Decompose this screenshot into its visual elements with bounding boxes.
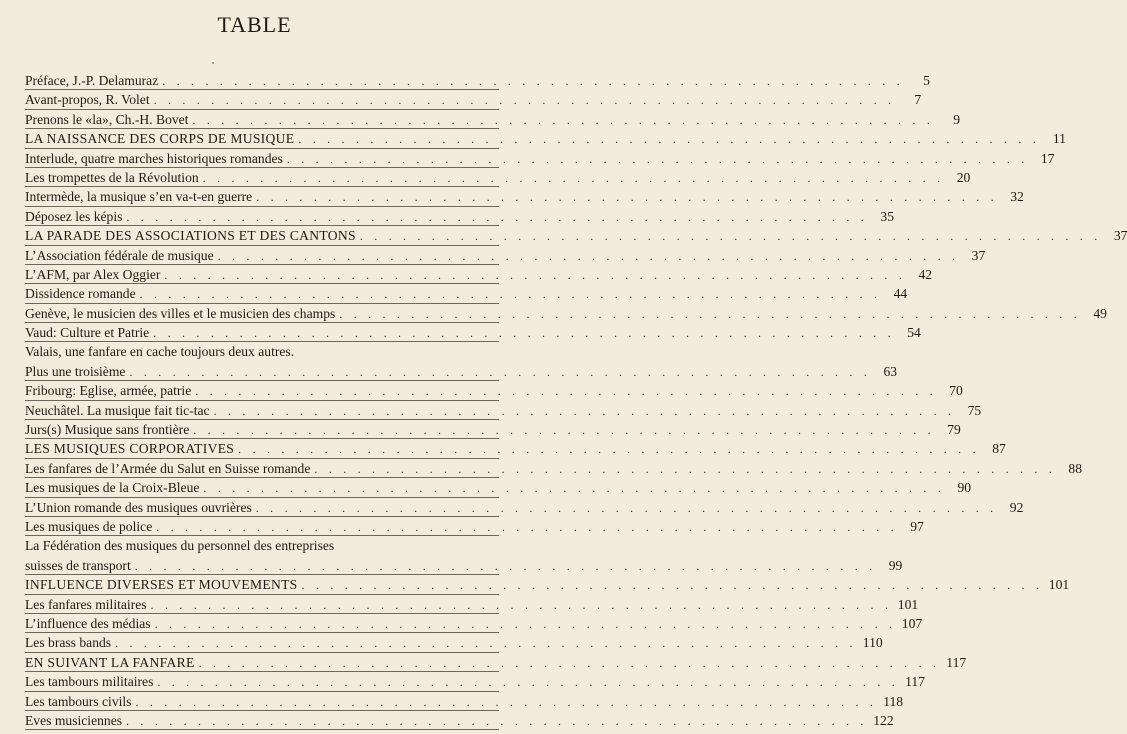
toc-entry	[25, 556, 903, 575]
dot-leader: . . . . . . . . . . . . . . . . . . . . . . . . . . . . . . . . . . . . . . . . . . . . . . . . . . . .	[192, 112, 935, 127]
toc-entry	[25, 381, 963, 400]
toc-entry-title: Avant-propos, R. Volet	[25, 92, 150, 108]
toc-entry-title: Intermède, la musique s’en va-t-en guerre	[25, 189, 253, 205]
toc-entry-title: Les tambours militaires	[25, 674, 154, 690]
toc-page-number: 101	[897, 596, 919, 612]
toc-page-number: 101	[1048, 577, 1070, 593]
toc-page-number: 110	[862, 635, 883, 651]
toc-entry	[25, 459, 1082, 478]
toc-page-number: 54	[907, 325, 921, 341]
toc-page-number: 7	[914, 92, 922, 108]
toc-entry	[25, 149, 1055, 168]
toc-entry-title: L’Union romande des musiques ouvrières	[25, 499, 252, 515]
dot-leader: . . . . . . . . . . . . . . . . . . . . . . . . . . . . . . . . . . . . . . . . . . . . . . . . . . . .	[156, 519, 898, 534]
toc-section-heading	[25, 226, 1127, 245]
dot-leader: . . . . . . . . . . . . . . . . . . . . . . . . . . . . . . . . . . . . . . . . . . . . . . . . . . . .	[339, 306, 1081, 321]
page-title: TABLE	[217, 12, 292, 37]
toc-entry	[25, 420, 961, 439]
dot-leader: . . . . . . . . . . . . . . . . . . . . . . . . . . . . . . . . . . . . . . . . . . . . . . . . . . . .	[129, 364, 872, 379]
toc-page-number: 97	[910, 518, 924, 534]
dot-leader: . . . . . . . . . . . . . . . . . . . . . . . . . . . . . . . . . . . . . . . . . . . . . . . . . . . .	[195, 384, 937, 399]
toc-entry-title: Préface, J.-P. Delamuraz	[25, 73, 159, 88]
dot-leader: . . . . . . . . . . . . . . . . . . . . . . . . . . . . . . . . . . . . . . . . . . . . . . . . . . . .	[150, 597, 893, 612]
toc-entry-title: LES MUSIQUES CORPORATIVES	[25, 441, 235, 457]
toc-page-number: 9	[953, 111, 961, 127]
dot-leader: . . . . . . . . . . . . . . . . . . . . . . . . . . . . . . . . . . . . . . . . . . . . . . . . . . . .	[134, 558, 877, 573]
toc-entry	[25, 284, 908, 303]
toc-page-number: 35	[880, 208, 895, 224]
dot-leader: . . . . . . . . . . . . . . . . . . . . . . . . . . . . . . . . . . . . . . . . . . . . . . . . . . . .	[217, 248, 960, 263]
dot-leader: . . . . . . . . . . . . . . . . . . . . . . . . . . . . . . . . . . . . . . . . . . . . . . . . . . . .	[238, 442, 980, 457]
dot-leader: . . . . . . . . . . . . . . . . . . . . . . . . . . . . . . . . . . . . . . . . . . . . . . . . . . . .	[126, 713, 868, 728]
dot-leader: . . . . . . . . . . . . . . . . . . . . . . . . . . . . . . . . . . . . . . . . . . . . . . . . . . . .	[255, 500, 998, 515]
toc-entry-title: Les tambours civils	[25, 693, 132, 709]
toc-entry-title: LA PARADE DES ASSOCIATIONS ET DES CANTONS	[25, 228, 356, 244]
dot-leader: . . . . . . . . . . . . . . . . . . . . . . . . . . . . . . . . . . . . . . . . . . . . . . . . . . . .	[153, 93, 896, 108]
toc-entry-title: Interlude, quatre marches historiques romandes	[25, 150, 283, 166]
toc-page-number: 99	[888, 557, 903, 573]
toc-entry	[25, 536, 499, 555]
toc-entry	[25, 265, 933, 284]
dot-leader: . . . . . . . . . . . . . . . . . . . . . . . . . . . . . . . . . . . . . . . . . . . . . . . . . . . .	[139, 287, 882, 302]
dot-leader: . . . . . . . . . . . . . . . . . . . . . . . . . . . . . . . . . . . . . . . . . . . . . . . . . . . .	[359, 229, 1102, 244]
toc-entry-title: Valais, une fanfare en cache toujours deux autres.	[25, 344, 295, 360]
toc-entry-title: Les trompettes de la Révolution	[25, 169, 199, 185]
toc-entry	[25, 633, 883, 652]
toc-page-number: 37	[1113, 228, 1127, 244]
toc-page-number: 79	[947, 422, 961, 438]
toc-entry-title: Plus une troisième	[25, 363, 126, 379]
toc-entry-title: Prenons le «la», Ch.-H. Bovet	[25, 111, 189, 127]
toc-entry-title: Les musiques de la Croix-Bleue	[25, 480, 200, 496]
toc-entry-title: Dissidence romande	[25, 286, 136, 302]
toc-page-number: 5	[923, 73, 930, 88]
toc-entry-title: L’Association fédérale de musique	[25, 247, 214, 263]
toc-entry	[25, 478, 972, 497]
dot-leader: . . . . . . . . . . . . . . . . . . . . . . . . . . . . . . . . . . . . . . . . . . . . . . . . . . . .	[202, 170, 945, 185]
toc-entry	[25, 362, 898, 381]
toc-page-number: 122	[873, 712, 894, 728]
toc-section-heading	[25, 653, 967, 672]
toc-entry-title: Les fanfares de l’Armée du Salut en Suisse romande	[25, 460, 311, 476]
dot-leader: . . . . . . . . . . . . . . . . . . . . . . . . . . . . . . . . . . . . . . . . . . . . . . . . . . . .	[193, 423, 935, 438]
toc-section-heading	[25, 439, 1006, 458]
toc-entry	[25, 71, 930, 90]
dot-leader: . . . . . . . . . . . . . . . . . . . . . . . . . . . . . . . . . . . . . . . . . . . . . . . . . . . .	[126, 209, 869, 224]
toc-entry	[25, 342, 499, 361]
toc-entry-title: LA NAISSANCE DES CORPS DE MUSIQUE	[25, 131, 295, 147]
toc-entry-title: Eves musiciennes	[25, 712, 123, 728]
toc-page-number: 49	[1093, 305, 1107, 321]
toc-entry-title: INFLUENCE DIVERSES ET MOUVEMENTS	[25, 577, 298, 593]
toc-entry-title: Fribourg: Eglise, armée, patrie	[25, 383, 192, 399]
toc-entry-title: EN SUIVANT LA FANFARE	[25, 654, 195, 670]
toc-entry-title: Vaud: Culture et Patrie	[25, 325, 150, 341]
toc-entry	[25, 187, 1024, 206]
toc-entry	[25, 110, 961, 129]
dot-leader: . . . . . . . . . . . . . . . . . . . . . . . . . . . . . . . . . . . . . . . . . . . . . . . . . . . .	[135, 694, 878, 709]
dot-leader: . . . . . . . . . . . . . . . . . . . . . . . . . . . . . . . . . . . . . . . . . . . . . . . . . . . .	[162, 74, 904, 88]
dot-leader: . . . . . . . . . . . . . . . . . . . . . . . . . . . . . . . . . . . . . . . . . . . . . . . . . . . .	[203, 481, 946, 496]
toc-page-number: 44	[893, 286, 908, 302]
toc-page-number: 37	[971, 247, 986, 263]
toc-entry-title: L’influence des médias	[25, 615, 151, 631]
dot-leader: . . . . . . . . . . . . . . . . . . . . . . . . . . . . . . . . . . . . . . . . . . . . . . . . . . . .	[301, 578, 1044, 593]
toc-entry	[25, 692, 904, 711]
print-speck	[212, 62, 214, 64]
toc-page-number: 107	[901, 615, 923, 631]
dot-leader: . . . . . . . . . . . . . . . . . . . . . . . . . . . . . . . . . . . . . . . . . . . . . . . . . . . .	[115, 636, 857, 651]
toc-entry	[25, 614, 923, 633]
toc-entry	[25, 207, 895, 226]
toc-section-heading	[25, 575, 1070, 594]
dot-leader: . . . . . . . . . . . . . . . . . . . . . . . . . . . . . . . . . . . . . . . . . . . . . . . . . . . .	[286, 151, 1029, 166]
toc-entry-title: Les brass bands	[25, 635, 112, 651]
dot-leader: . . . . . . . . . . . . . . . . . . . . . . . . . . . . . . . . . . . . . . . . . . . . . . . . . . . .	[256, 190, 998, 205]
toc-page-number: 117	[905, 674, 925, 690]
toc-entry-title: Jurs(s) Musique sans frontière	[25, 422, 190, 438]
toc-entry	[25, 168, 971, 187]
toc-entry	[25, 517, 924, 536]
toc-entry	[25, 595, 919, 614]
dot-leader: . . . . . . . . . . . . . . . . . . . . . . . . . . . . . . . . . . . . . . . . . . . . . . . . . . . .	[198, 655, 941, 670]
toc-page-number: 90	[957, 480, 972, 496]
toc-page-number: 75	[967, 402, 982, 418]
toc-page-number: 88	[1068, 460, 1082, 476]
toc-entry	[25, 90, 922, 109]
toc-entry-title: La Fédération des musiques du personnel des entreprises	[25, 538, 335, 554]
toc-entry	[25, 672, 925, 691]
dot-leader: . . . . . . . . . . . . . . . . . . . . . . . . . . . . . . . . . . . . . . . . . . . . . . . . . . . .	[153, 326, 895, 341]
toc-entry	[25, 401, 982, 420]
toc-page-number: 118	[883, 693, 904, 709]
toc-page-number: 20	[956, 169, 971, 185]
toc-entry	[25, 498, 1024, 517]
toc-entry-title: Déposez les képis	[25, 208, 123, 224]
dot-leader: . . . . . . . . . . . . . . . . . . . . . . . . . . . . . . . . . . . . . . . . . . . . . . . . . . . .	[154, 616, 897, 631]
toc-entry-title: suisses de transport	[25, 557, 131, 573]
toc-page-number: 117	[946, 654, 967, 670]
dot-leader: . . . . . . . . . . . . . . . . . . . . . . . . . . . . . . . . . . . . . . . . . . . . . . . . . . . .	[314, 461, 1056, 476]
toc-entry-title: Neuchâtel. La musique fait tic-tac	[25, 402, 210, 418]
toc-entry-title: Les musiques de police	[25, 518, 153, 534]
toc-page-number: 17	[1040, 150, 1055, 166]
dot-leader: . . . . . . . . . . . . . . . . . . . . . . . . . . . . . . . . . . . . . . . . . . . . . . . . . . . .	[298, 132, 1040, 147]
table-of-contents	[25, 71, 1127, 730]
toc-page-number: 42	[918, 266, 933, 282]
toc-page-number: 70	[949, 383, 963, 399]
toc-entry	[25, 246, 986, 265]
toc-entry	[25, 323, 921, 342]
toc-page-number: 87	[992, 441, 1006, 457]
dot-leader: . . . . . . . . . . . . . . . . . . . . . . . . . . . . . . . . . . . . . . . . . . . . . . . . . . . .	[213, 403, 956, 418]
toc-page-number: 63	[883, 363, 898, 379]
toc-page-number: 92	[1009, 499, 1024, 515]
dot-leader: . . . . . . . . . . . . . . . . . . . . . . . . . . . . . . . . . . . . . . . . . . . . . . . . . . . .	[157, 675, 899, 690]
toc-section-heading	[25, 129, 1066, 148]
toc-entry	[25, 304, 1107, 323]
toc-entry-title: L’AFM, par Alex Oggier	[25, 266, 161, 282]
toc-page-number: 11	[1052, 131, 1066, 147]
toc-entry-title: Genève, le musicien des villes et le musicien des champs	[25, 305, 336, 321]
dot-leader: . . . . . . . . . . . . . . . . . . . . . . . . . . . . . . . . . . . . . . . . . . . . . . . . . . . .	[164, 267, 907, 282]
toc-page-number: 32	[1010, 189, 1024, 205]
toc-entry	[25, 711, 894, 730]
toc-entry-title: Les fanfares militaires	[25, 596, 147, 612]
